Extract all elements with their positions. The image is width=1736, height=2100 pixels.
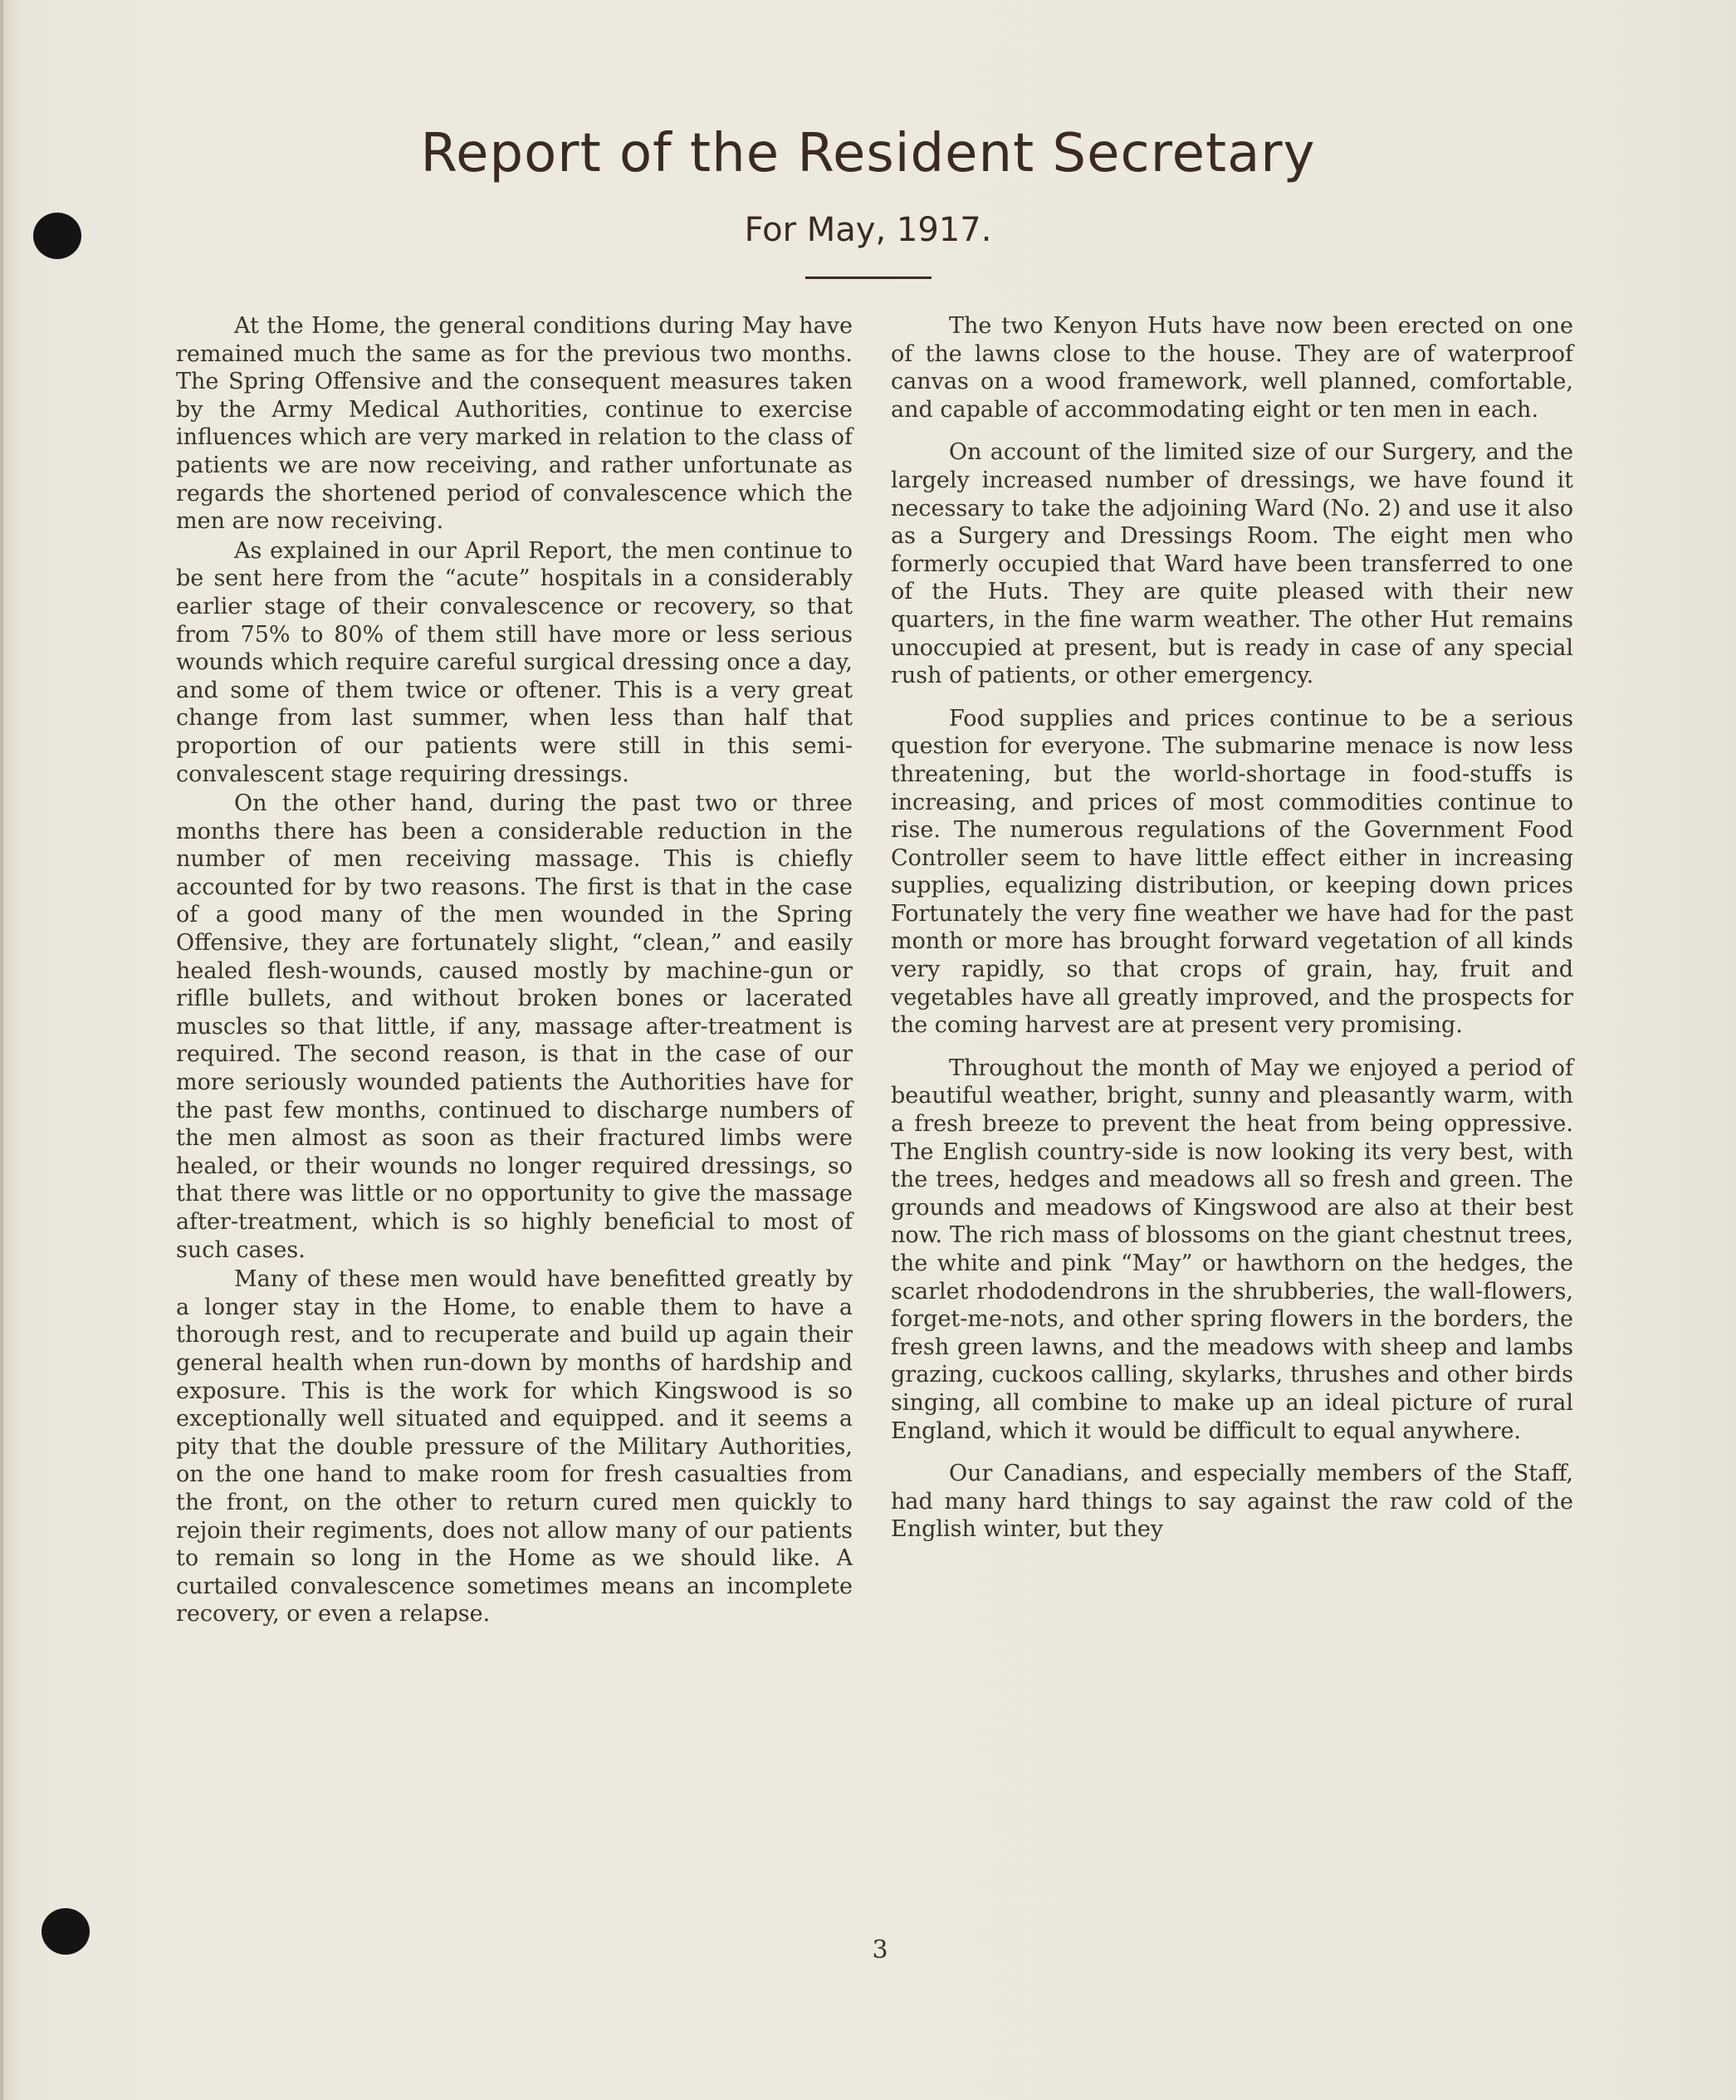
paragraph: On account of the limited size of our Surgery, and the largely increased number of dressings, we have found it necessary to take the adjoining Ward (No. 2) and use it also as a Surgery and Dressings Room. The eight men who formerly occupied that Ward have been transferred to one of the Huts. They are quite pleased with their new quarters, in the fine warm weather. The other Hut remains unoccupied at present, but is ready in case of any special rush of patients, or other emergency. (891, 439, 1573, 689)
paragraph: Throughout the month of May we enjoyed a period of beautiful weather, bright, sunny and pleasantly warm, with a fresh breeze to prevent the heat from being oppressive. The English country-side is now looking its very best, with the trees, hedges and meadows all so fresh and green. The grounds and meadows of Kingswood are also at their best now. The rich mass of blossoms on the giant chestnut trees, the white and pink “May” or hawthorn on the hedges, the scarlet rhododendrons in the shrubberies, the wall-flowers, forget-me-nots, and other spring flowers in the borders, the fresh green lawns, and the meadows with sheep and lambs grazing, cuckoos calling, skylarks, thrushes and other birds singing, all combine to make up an ideal picture of rural England, which it would be difficult to equal anywhere. (891, 1055, 1573, 1444)
page-number: 3 (872, 1936, 888, 1965)
punch-hole-bottom (42, 1908, 90, 1955)
paragraph: On the other hand, during the past two or three months there has been a considerable reduction in the number of men receiving massage. This is chiefly accounted for by two reasons. The first is that in the case of a good many of the men wounded in the Spring Offensive, they are fortunately slight, “clean,” and easily healed flesh-wounds, caused mostly by machine-gun or riflle bullets, and without broken bones or lacerated muscles so that little, if any, massage after-treatment is required. The second reason, is that in the case of our more seriously wounded patients the Authorities have for the past few months, continued to discharge numbers of the men almost as soon as their fractured limbs were healed, or their wounds no longer required dressings, so that there was little or no opportunity to give the massage after-treatment, which is so highly beneficial to most of such cases. (176, 791, 853, 1263)
page-title: Report of the Resident Secretary (420, 123, 1316, 184)
paragraph: The two Kenyon Huts have now been erected on one of the lawns close to the house. They are of waterproof canvas on a wood framework, well planned, comfortable, and capable of accommodating eight or ten men in each. (891, 313, 1573, 423)
paragraph: Our Canadians, and especially members of the Staff, had many hard things to say against the raw cold of the English winter, but they (891, 1461, 1573, 1543)
paragraph: At the Home, the general conditions during May have remained much the same as for the previous two months. The Spring Offensive and the consequent measures taken by the Army Medical Authorities, continue to exercise influences which are very marked in relation to the class of patients we are now receiving, and rather unfortunate as regards the shortened period of convalescence which the men are now receiving. (176, 313, 853, 535)
paragraph: As explained in our April Report, the men continue to be sent here from the “acute” hospitals in a considerably earlier stage of their convalescence or recovery, so that from 75% to 80% of them still have more or less serious wounds which require careful surgical dressing once a day, and some of them twice or oftener. This is a very great change from last summer, when less than half that proportion of our patients were still in this semi-convalescent stage requiring dressings. (176, 537, 853, 787)
left-column (176, 312, 853, 1630)
page-edge (0, 0, 3, 2100)
right-column (891, 312, 1573, 1559)
page-subtitle: For May, 1917. (744, 211, 992, 249)
paragraph: Food supplies and prices continue to be a serious question for everyone. The submarine menace is now less threatening, but the world-shortage in food-stuffs is increasing, and prices of most commodities continue to rise. The numerous regulations of the Government Food Controller seem to have little effect either in increasing supplies, equalizing distribution, or keeping down prices Fortunately the very fine weather we have had for the past month or more has brought forward vegetation of all kinds very rapidly, so that crops of grain, hay, fruit and vegetables have all greatly improved, and the prospects for the coming harvest are at present very promising. (891, 705, 1573, 1039)
title-divider (805, 277, 932, 279)
paragraph: Many of these men would have benefitted greatly by a longer stay in the Home, to enable them to have a thorough rest, and to recuperate and build up again their general health when run-down by months of hardship and exposure. This is the work for which Kingswood is so exceptionally well situated and equipped. and it seems a pity that the double pressure of the Military Authorities, on the one hand to make room for fresh casualties from the front, on the other to return cured men quickly to rejoin their regiments, does not allow many of our patients to remain so long in the Home as we should like. A curtailed convalescence sometimes means an incomplete recovery, or even a relapse. (176, 1266, 853, 1628)
